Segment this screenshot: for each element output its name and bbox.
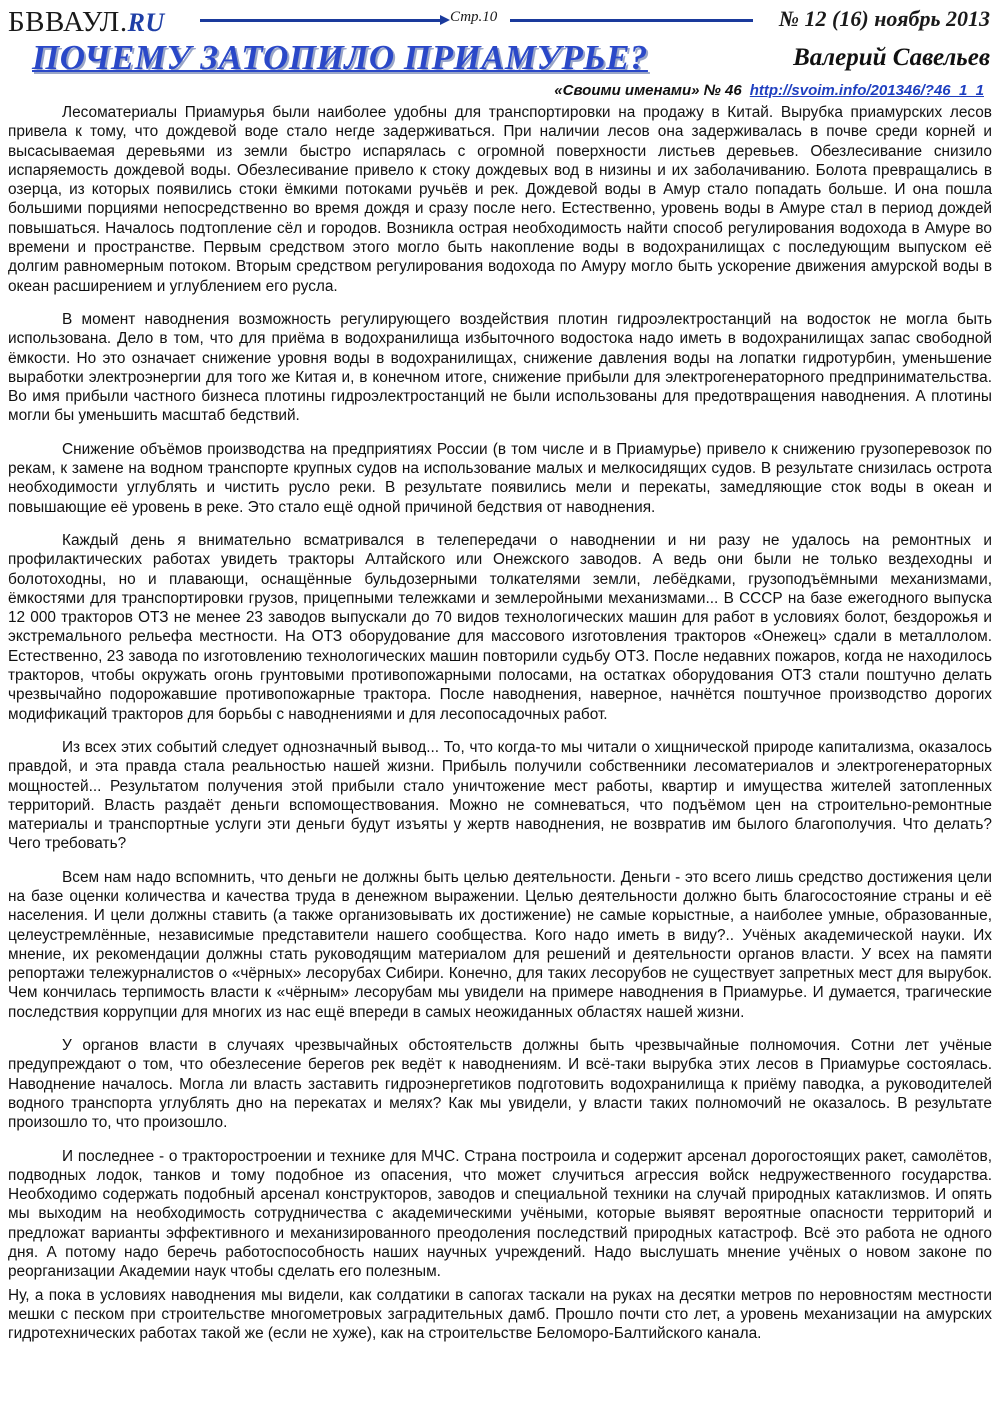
paragraph: Из всех этих событий следует однозначный вывод... То, что когда-то мы читали о хищнической природе капитализма, оказалось правдой, и эта правда стала реальностью нашей жизни. Прибыль получили собственники лесоматериалов и электрогенераторных мощностей... Результатом получения этой прибыли стало уничтожение мест работы, квартир и имущества жителей затопленных территорий. Власть раздаёт деньги вспомоществования. Можно не сомневаться, что подъёмом цен на строительно-ремонтные материалы и транспортные услуги эти деньги будут изъяты у жертв наводнения, не возвратив им былого благополучия. Что делать? Чего требовать? bbox=[8, 738, 992, 853]
header-rule-right bbox=[510, 19, 753, 22]
article-source bbox=[554, 82, 984, 99]
paragraph: Снижение объёмов производства на предприятиях России (в том числе и в Приамурье) привело к снижению грузоперевозок по рекам, к замене на водном транспорте крупных судов на использование малых и мелкосидящих судов. В результате снизилась острота необходимости углублять и чистить русло реки. В результате появились мели и перекаты, замедляющие сток воды в океан и повышающие её уровень в реке. Это стало ещё одной причиной бедствия от наводнения. bbox=[8, 440, 992, 516]
paragraph: У органов власти в случаях чрезвычайных обстоятельств должны быть чрезвычайные полномочия. Сотни лет учёные предупреждают о том, что обезлесение берегов рек ведёт к наводнениям. И всё-таки вырубка этих лесов в Приамурье состоялась. Наводнение началось. Могла ли власть заставить гидроэнергетиков подготовить водохранилища к приёму паводка, а руководителей водного транспорта углублять дно на перекатах и мелях? Как мы увидели, у власти таких полномочий не оказалось. В результате произошло то, что произошло. bbox=[8, 1037, 992, 1132]
paragraph: Каждый день я внимательно всматривался в телепередачи о наводнении и ни разу не удалось на ремонтных и профилактических работах увидеть тракторы Алтайского или Онежского заводов. А ведь они были не только вездеходны и болотоходны, но и плавающи, оснащённые бульдозерными толкателями земли, лебёдками, грузоподъёмными механизмами, ёмкостями для транспортировки грузов, прицепными тележками и землеройными механизмами... В СССР на базе ежегодного выпуска 12 000 тракторов ОТЗ не менее 23 заводов выпускали до 70 видов технологических машин для работ в условиях болот, бездорожья и экстремального рельефа местности. На ОТЗ оборудование для массового изготовления тракторов «Онежец» сдали в металлолом. Естественно, 23 завода по изготовлению технологических машин повторили судьбу ОТЗ. После недавних пожаров, когда не находилось тракторов, чтобы окружать огонь грунтовыми противопожарными полосами, на остатках оборудования ОТЗ стали поштучно делать чрезвычайно подорожавшие противопожарные трактора. После наводнения, наверное, начнётся поштучное производство дорогих модификаций тракторов для борьбы с наводнениями и для лесопосадочных работ. bbox=[8, 531, 992, 723]
brand-suffix: RU bbox=[127, 8, 165, 37]
arrow-right-icon bbox=[440, 15, 450, 25]
paragraph: Лесоматериалы Приамурья были наиболее удобны для транспортировки на продажу в Китай. Вырубка приамурских лесов привела к тому, что дождевой воде стало негде задерживаться. При наличии лесов она задерживалась в почве среди корней и высасываемая деревьями из земли быстро испарялась с огромной поверхности листьев деревьев. Обезлесивание снизило испаряемость дождевой воды. Обезлесивание привело к стоку дождевых вод в низины и их заболачиванию. Болота превращались в озерца, из которых появились стоки ёмкими потоками ручьёв и рек. Дождевой воды в Амур стало попадать больше. И она пошла большими порциями непосредственно во время дождя и сразу после него. Естественно, уровень воды в Амуре стал в период дождей повышаться. Началось подтопление сёл и городов. Возникла острая необходимость найти способ регулирования водохода в Амуре во времени и пространстве. Первым средством этого могло быть накопление воды в водохранилищах с последующим выпуском её долгим равномерным потоком. Вторым средством регулирования водохода по Амуру могло быть ускорение движения амурской воды в океан расширением и углублением его русла. bbox=[8, 104, 992, 295]
brand-main: БВВАУЛ. bbox=[8, 6, 128, 38]
paragraph: В момент наводнения возможность регулирующего воздействия плотин гидроэлектростанций на водосток не могла быть использована. Дело в том, что для приёма в водохранилища избыточного водостока надо иметь в водохранилищах запас свободной ёмкости. Но это означает снижение уровня воды в водохранилищах, снижение давления воды на лопатки гидротурбин, уменьшение выработки электроэнергии для того же Китая и, в конечном итоге, снижение прибыли для электрогенераторного предпринимательства. Во имя прибыли частного бизнеса плотины гидроэлектростанций не были использованы для предотвращения наводнения. А плотины могли бы уменьшить масштаб бедствий. bbox=[8, 310, 992, 425]
article-author: Валерий Савельев bbox=[793, 44, 990, 71]
article-body bbox=[8, 103, 992, 1358]
issue-label: № 12 (16) ноябрь 2013 bbox=[778, 6, 990, 31]
source-link[interactable]: http://svoim.info/201346/?46_1_1 bbox=[749, 82, 984, 99]
final-paragraph: Ну, а пока в условиях наводнения мы видели, как солдатики в сапогах таскали на руках на десятки метров по неровностям местности мешки с песком при строительстве многометровых заградительных дамб. Прошло почти сто лет, а уровень механизации на амурских гидротехнических работах такой же (если не хуже), как на строительстве Беломоро-Балтийского канала. bbox=[8, 1286, 992, 1343]
paragraph: Всем нам надо вспомнить, что деньги не должны быть целью деятельности. Деньги - это всего лишь средство достижения цели на базе оценки количества и качества труда в денежном выражении. Целью деятельности должно быть благосостояние страны и её населения. И цели должны ставить (а также организовывать их достижение) не самые корыстные, а наиболее умные, образованные, целеустремлённые, независимые представители нашего сообщества. Кого надо иметь в виду?.. Учёных академической науки. Их мнение, их рекомендации должны стать руководящим материалом для решений и деятельности органов власти. У всех на памяти репортажи тележурналистов о «чёрных» лесорубах Сибири. Конечно, для таких лесорубов не существует запретных мест для вырубок. Чем кончилась терпимость власти к «чёрным» лесорубам мы увидели на примере наводнения в Приамурье. И думается, трагические последствия коррупции для многих из нас ещё впереди в самых неожиданных областях нашей жизни. bbox=[8, 868, 992, 1021]
paragraph: И последнее - о тракторостроении и технике для МЧС. Страна построила и содержит арсенал дорогостоящих ракет, самолётов, подводных лодок, танков и тому подобное из опасения, что может случиться агрессия войск недружественного государства. Необходимо содержать подобный арсенал конструкторов, заводов и специальной техники на случай природных катаклизмов. И опять мы выходим на необходимость сотрудничества с академическими учёными, которые выявят вероятные опасности территорий и предложат варианты эффективного и механизированного преодоления последствий природных катастроф. Всё это работа не одного дня. А потому надо беречь работоспособность наших научных учреждений. Надо выслушать мнение учёных о новом законе по реорганизации Академии наук чтобы сделать его полезным. bbox=[8, 1147, 992, 1281]
source-label: «Своими именами» № 46 bbox=[554, 82, 742, 99]
article-title: ПОЧЕМУ ЗАТОПИЛО ПРИАМУРЬЕ? bbox=[32, 38, 648, 77]
header-rule-left bbox=[200, 19, 443, 22]
site-brand bbox=[8, 6, 165, 39]
page-number: Стр.10 bbox=[450, 9, 498, 25]
